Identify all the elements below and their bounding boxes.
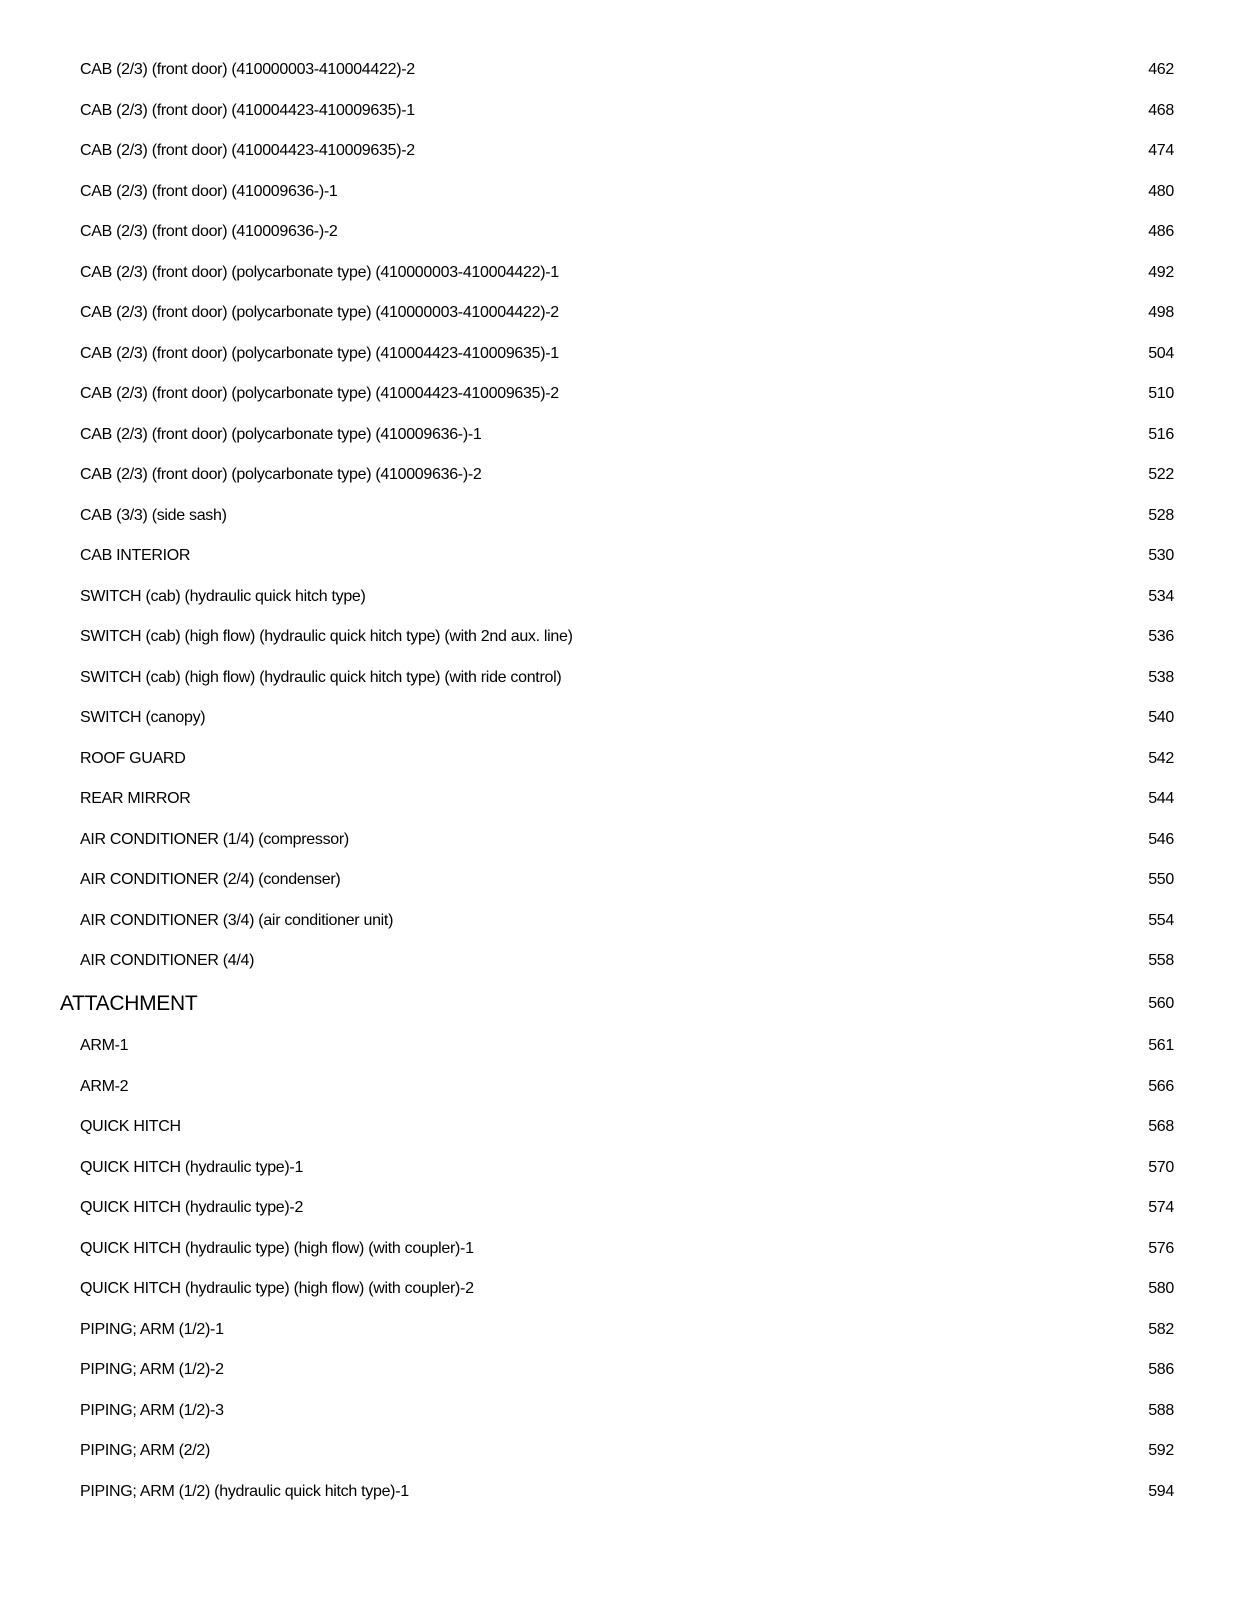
toc-entry[interactable] (0, 1399, 1236, 1423)
toc-entry[interactable] (0, 382, 1236, 406)
entry-title: SWITCH (canopy) (80, 709, 206, 726)
entry-title: ARM-1 (80, 1037, 129, 1054)
page-number: 462 (1148, 61, 1174, 78)
page-number: 592 (1148, 1442, 1174, 1459)
entry-title: QUICK HITCH (hydraulic type) (high flow) (with coupler)-1 (80, 1239, 474, 1257)
page-number: 570 (1148, 1158, 1174, 1176)
page-number: 486 (1148, 223, 1174, 240)
page-number: 542 (1148, 749, 1174, 767)
toc-entry[interactable] (0, 261, 1236, 285)
entry-title: CAB (2/3) (front door) (410000003-410004422)-2 (80, 61, 415, 78)
entry-title: CAB (2/3) (front door) (410004423-410009635)-2 (80, 142, 415, 159)
entry-title: QUICK HITCH (hydraulic type) (high flow) (with coupler)-2 (80, 1280, 474, 1297)
toc-entry[interactable] (0, 342, 1236, 366)
entry-title: CAB (2/3) (front door) (polycarbonate type) (410009636-)-2 (80, 466, 482, 483)
page-number: 504 (1148, 344, 1174, 362)
page-number: 538 (1148, 668, 1174, 686)
toc-entry[interactable] (0, 1439, 1236, 1463)
entry-title: PIPING; ARM (1/2) (hydraulic quick hitch type)-1 (80, 1482, 409, 1500)
entry-title: AIR CONDITIONER (4/4) (80, 952, 255, 969)
toc-entry[interactable] (0, 220, 1236, 244)
page-number: 566 (1148, 1077, 1174, 1095)
toc-section-heading[interactable] (0, 992, 1236, 1016)
toc-entry[interactable] (0, 828, 1236, 852)
toc-entry[interactable] (0, 504, 1236, 528)
entry-title: QUICK HITCH (80, 1118, 181, 1135)
toc-entry[interactable] (0, 1196, 1236, 1220)
page-number: 522 (1148, 466, 1174, 483)
page-number: 468 (1148, 101, 1174, 119)
entry-title: PIPING; ARM (2/2) (80, 1442, 211, 1459)
page-number: 510 (1148, 385, 1174, 402)
toc-entry[interactable] (0, 1358, 1236, 1382)
entry-title: PIPING; ARM (1/2)-2 (80, 1361, 224, 1378)
entry-title: AIR CONDITIONER (1/4) (compressor) (80, 830, 349, 848)
entry-title: REAR MIRROR (80, 790, 191, 807)
page-number: 530 (1148, 547, 1174, 564)
entry-title: CAB (2/3) (front door) (polycarbonate type) (410009636-)-1 (80, 425, 482, 443)
toc-entry[interactable] (0, 544, 1236, 568)
entry-title: CAB (2/3) (front door) (polycarbonate type) (410000003-410004422)-2 (80, 304, 559, 321)
toc-entry[interactable] (0, 1075, 1236, 1099)
page-number: 536 (1148, 628, 1174, 645)
page-number: 561 (1148, 1037, 1174, 1054)
toc-entry[interactable] (0, 1318, 1236, 1342)
entry-title: ARM-2 (80, 1077, 129, 1095)
toc-entry[interactable] (0, 1277, 1236, 1301)
page-number: 582 (1148, 1320, 1174, 1338)
page-number: 516 (1148, 425, 1174, 443)
toc-entry[interactable] (0, 1115, 1236, 1139)
page-number: 480 (1148, 182, 1174, 200)
toc-entry[interactable] (0, 139, 1236, 163)
toc-entry[interactable] (0, 787, 1236, 811)
page-number: 594 (1148, 1482, 1174, 1500)
entry-title: CAB (2/3) (front door) (polycarbonate type) (410004423-410009635)-1 (80, 344, 559, 362)
toc-entry[interactable] (0, 1237, 1236, 1261)
entry-title: ROOF GUARD (80, 749, 186, 767)
toc-entry[interactable] (0, 1034, 1236, 1058)
entry-title: SWITCH (cab) (high flow) (hydraulic quick hitch type) (with ride control) (80, 668, 562, 686)
page-number: 554 (1148, 911, 1174, 929)
page-number: 586 (1148, 1361, 1174, 1378)
page-number: 580 (1148, 1280, 1174, 1297)
page-number: 560 (1148, 994, 1174, 1012)
entry-title: CAB (2/3) (front door) (410004423-410009635)-1 (80, 101, 415, 119)
page-number: 574 (1148, 1199, 1174, 1216)
toc-entry[interactable] (0, 58, 1236, 82)
entry-title: CAB (2/3) (front door) (polycarbonate type) (410000003-410004422)-1 (80, 263, 559, 281)
entry-title: CAB (3/3) (side sash) (80, 506, 227, 524)
toc-entry[interactable] (0, 868, 1236, 892)
toc-entry[interactable] (0, 706, 1236, 730)
page-number: 544 (1148, 790, 1174, 807)
toc-entry[interactable] (0, 301, 1236, 325)
entry-title: SWITCH (cab) (hydraulic quick hitch type) (80, 587, 366, 605)
toc-entry[interactable] (0, 747, 1236, 771)
page-number: 550 (1148, 871, 1174, 888)
page-number: 568 (1148, 1118, 1174, 1135)
toc-entry[interactable] (0, 909, 1236, 933)
entry-title: AIR CONDITIONER (2/4) (condenser) (80, 871, 341, 888)
entry-title: SWITCH (cab) (high flow) (hydraulic quick hitch type) (with 2nd aux. line) (80, 628, 573, 645)
page-number: 546 (1148, 830, 1174, 848)
toc-entry[interactable] (0, 625, 1236, 649)
page-number: 576 (1148, 1239, 1174, 1257)
page-number: 534 (1148, 587, 1174, 605)
entry-title: CAB (2/3) (front door) (410009636-)-2 (80, 223, 338, 240)
entry-title: AIR CONDITIONER (3/4) (air conditioner unit) (80, 911, 394, 929)
page-number: 528 (1148, 506, 1174, 524)
toc-entry[interactable] (0, 99, 1236, 123)
page-number: 492 (1148, 263, 1174, 281)
page-number: 474 (1148, 142, 1174, 159)
toc-entry[interactable] (0, 585, 1236, 609)
entry-title: CAB (2/3) (front door) (polycarbonate type) (410004423-410009635)-2 (80, 385, 559, 402)
toc-entry[interactable] (0, 463, 1236, 487)
section-title: ATTACHMENT (60, 991, 198, 1015)
entry-title: CAB INTERIOR (80, 547, 191, 564)
toc-entry[interactable] (0, 180, 1236, 204)
entry-title: PIPING; ARM (1/2)-1 (80, 1320, 224, 1338)
page-number: 588 (1148, 1401, 1174, 1419)
toc-entry[interactable] (0, 949, 1236, 973)
toc-entry[interactable] (0, 423, 1236, 447)
toc-entry[interactable] (0, 1156, 1236, 1180)
entry-title: PIPING; ARM (1/2)-3 (80, 1401, 224, 1419)
toc-entry[interactable] (0, 1480, 1236, 1504)
page-number: 558 (1148, 952, 1174, 969)
entry-title: CAB (2/3) (front door) (410009636-)-1 (80, 182, 338, 200)
page-number: 498 (1148, 304, 1174, 321)
toc-entry[interactable] (0, 666, 1236, 690)
entry-title: QUICK HITCH (hydraulic type)-2 (80, 1199, 304, 1216)
entry-title: QUICK HITCH (hydraulic type)-1 (80, 1158, 304, 1176)
page-number: 540 (1148, 709, 1174, 726)
